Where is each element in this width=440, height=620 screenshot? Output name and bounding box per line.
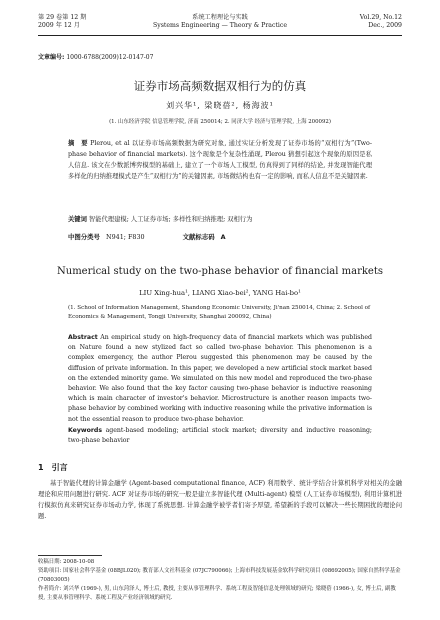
abstract-chinese (68, 138, 372, 182)
article-number: 文章编号: 1000-6788(2009)12-0147-07 (38, 54, 154, 61)
header-volume: 第 29 卷第 12 期 2009 年 12 月 (38, 14, 87, 29)
authors-english: LIU Xing-hua¹, LIANG Xiao-bei², YANG Hai-bo¹ (139, 289, 301, 297)
affiliation-chinese: (1. 山东经济学院 信息管理学院, 济南 250014; 2. 同济大学 经济与管理学院, 上海 200092) (109, 119, 331, 125)
footnotes (38, 558, 402, 603)
footnote-funding: 资助项目: 国家社会科学基金 (08BJL020); 教育部人文社科基金 (07JC790066); 上海市科技发展基金软科学研究项目 (08692005); 国家自然科学基金 (70803005) (38, 568, 401, 583)
abstract-chinese-text: Plerou, et al 以证券市场高频数据为研究对象, 通过实证分析发现了证券市场的“双相行为”(Two-phase behavior of financial markets). 这个现象是个复杂性涌现, Plerou 猜想引起这个现象的原因是私人信息. 该文在少数派博弈模型的基础上, 建立了一个市场人工模型, 仿真得到了同样的结论, 并发现智能代理多样化的归纳推理模式是产生“双相行为”的关键因素, 市场微结构也有一定的影响, 而私人信息不是关键因素. (68, 140, 372, 180)
footnote-rule (38, 555, 102, 556)
running-header (38, 14, 402, 38)
keywords-english-label: Keywords (68, 427, 103, 434)
footnote-received: 收稿日期: 2008-10-08 (38, 559, 95, 565)
abstract-english (68, 333, 372, 425)
abstract-chinese-label: 摘 要 (68, 140, 88, 147)
abstract-english-text: An empirical study on high-frequency data of financial markets which was published on Nature found a new stylized fact so called two-phase behavior. This phenomenon is a complex emergency, the author Plerou suggested this phenomenon may be caused by the diffusion of private information. In this paper, we developed a new artificial stock market based on the extended minority game. We simulated on this new model and reproduced the two-phase behavior. We also found that the key factor causing two-phase behavior is inductive reasoning which is main character of investor's behavior. Microstructure is another reason impacts two-phase behavior by combined working with inductive reasoning while the privative information is not the essential reason to produce two-phase behavior. (68, 334, 372, 423)
header-journal: 系统工程理论与实践 Systems Engineering — Theory & Practice (152, 14, 288, 29)
header-issue: Vol.29, No.12 Dec., 2009 (359, 14, 402, 29)
keywords-english-text: agent-based modeling; artificial stock market; diversity and inductive reasoning; two-phase behavior (68, 427, 372, 445)
header-rule (38, 35, 402, 36)
title-chinese: 证券市场高频数据双相行为的仿真 (133, 79, 307, 93)
title-english: Numerical study on the two-phase behavior of financial markets (57, 266, 383, 277)
keywords-chinese (68, 214, 372, 225)
footnote-biography: 作者简介: 刘兴华 (1969-), 男, 山东菏泽人, 博士后, 教授, 主要从事管理科学、系统工程及智能信息处理领域的研究; 梁晓蓓 (1966-), 女, 博士后, 副教授, 主要从事管理科学、系统工程及产业经济领域的研究. (38, 586, 396, 601)
intro-paragraph: 基于智能代理的计算金融学 (Agent-based computational finance, ACF) 利用数学、统计学结合计算机科学对相关的金融理论和应用问题进行研究. ACF 对证券市场的研究一般是建立多智能代理 (Multi-agent) 模型 (人工证券市场模型), 利用计算机进行模拟仿真来研究证券市场动力学, 体现了系统思想. 计算金融学被学者们寄予厚望, 希望新的手段可以解决一些长期困扰的理论问题. (38, 480, 402, 520)
abstract-english-label: Abstract (68, 334, 98, 341)
classification: 中图分类号 N941; F830 文献标志码 A (68, 233, 226, 241)
keywords-chinese-text: 智能代理建模; 人工证券市场; 多样性和归纳推理; 双相行为 (88, 216, 253, 223)
keywords-english (68, 426, 372, 446)
keywords-chinese-label: 关键词 (68, 216, 87, 223)
affiliation-english: (1. School of Information Management, Shandong Economic University, Ji'nan 250014, China; 2. School of Economics & Management, Tongji University, Shanghai 200092, China) (68, 305, 371, 320)
section-heading: 1 引言 (38, 463, 68, 472)
authors-chinese: 刘兴华¹, 梁晓蓓², 杨海波¹ (166, 101, 274, 110)
